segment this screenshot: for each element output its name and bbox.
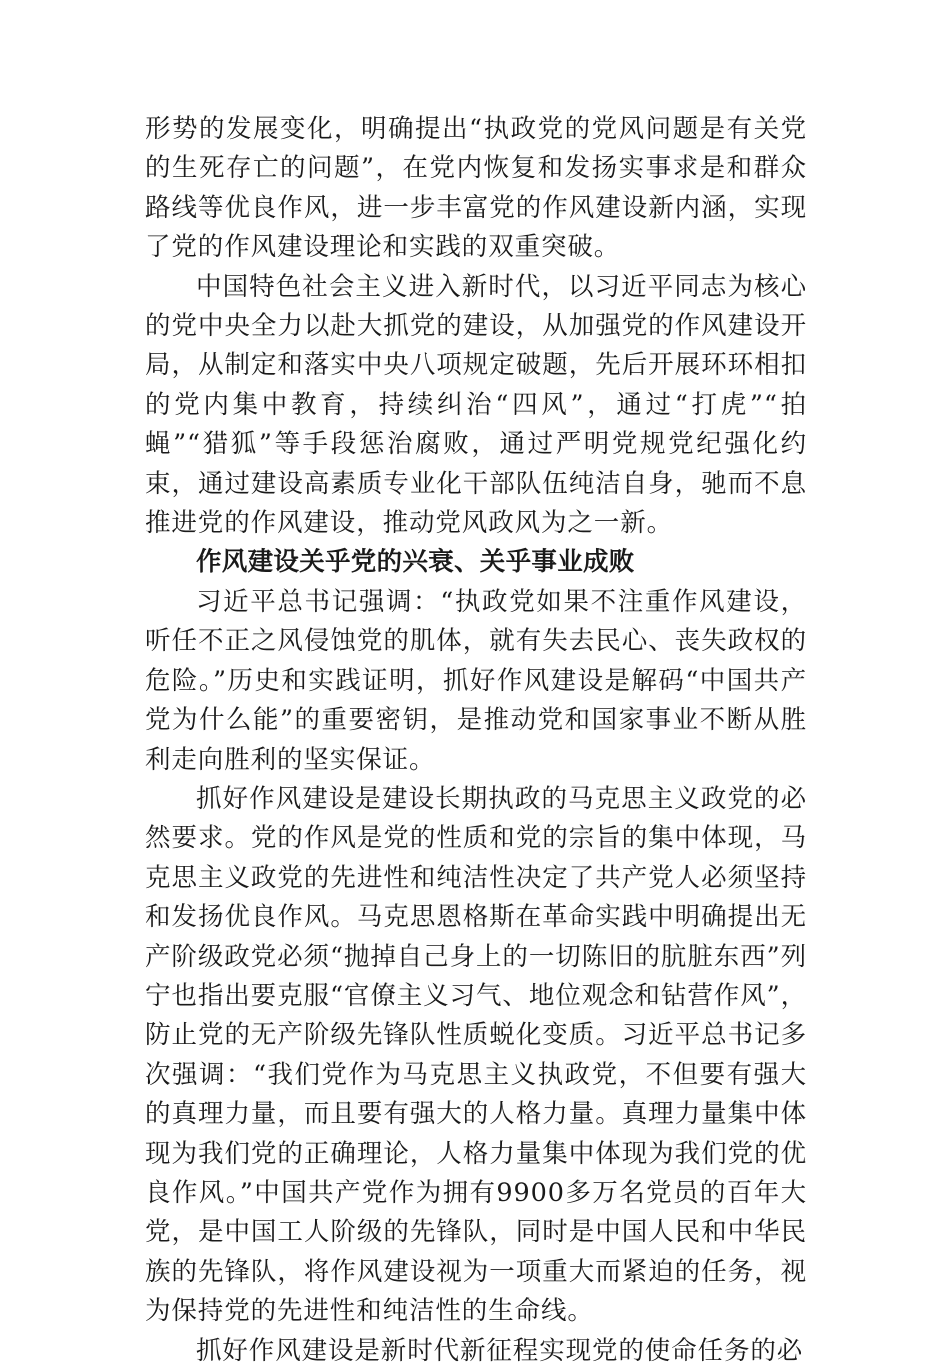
paragraph: 习近平总书记强调：“执政党如果不注重作风建设，听任不正之风侵蚀党的肌体，就有失去民心、丧失政权的危险。”历史和实践证明，抓好作风建设是解码“中国共产党为什么能”的重要密钥，是推动党和国家事业不断从胜利走向胜利的坚实保证。 [145, 586, 807, 775]
paragraph: 抓好作风建设是新时代新征程实现党的使命任务的必 [196, 1335, 804, 1366]
paragraph-continued: 形势的发展变化，明确提出“执政党的党风问题是有关党的生死存亡的问题”，在党内恢复和发扬实事求是和群众路线等优良作风，进一步丰富党的作风建设新内涵，实现了党的作风建设理论和实践的双重突破。 [145, 114, 807, 263]
document-page [145, 110, 807, 1371]
section-heading: 作风建设关乎党的兴衰、关乎事业成败 [196, 547, 635, 578]
paragraph: 中国特色社会主义进入新时代，以习近平同志为核心的党中央全力以赴大抓党的建设，从加强党的作风建设开局，从制定和落实中央八项规定破题，先后开展环环相扣的党内集中教育，持续纠治“四风”，通过“打虎”“拍蝇”“猎狐”等手段惩治腐败，通过严明党规党纪强化约束，通过建设高素质专业化干部队伍纯洁自身，驰而不息推进党的作风建设，推动党风政风为之一新。 [145, 271, 807, 539]
paragraph: 抓好作风建设是建设长期执政的马克思主义政党的必然要求。党的作风是党的性质和党的宗旨的集中体现，马克思主义政党的先进性和纯洁性决定了共产党人必须坚持和发扬优良作风。马克思恩格斯在革命实践中明确提出无产阶级政党必须“抛掉自己身上的一切陈旧的肮脏东西”列宁也指出要克服“官僚主义习气、地位观念和钻营作风”，防止党的无产阶级先锋队性质蜕化变质。习近平总书记多次强调：“我们党作为马克思主义执政党，不但要有强大的真理力量，而且要有强大的人格力量。真理力量集中体现为我们党的正确理论，人格力量集中体现为我们党的优良作风。”中国共产党作为拥有9900多万名党员的百年大党，是中国工人阶级的先锋队，同时是中国人民和中华民族的先锋队，将作风建设视为一项重大而紧迫的任务，视为保持党的先进性和纯洁性的生命线。 [145, 783, 807, 1327]
